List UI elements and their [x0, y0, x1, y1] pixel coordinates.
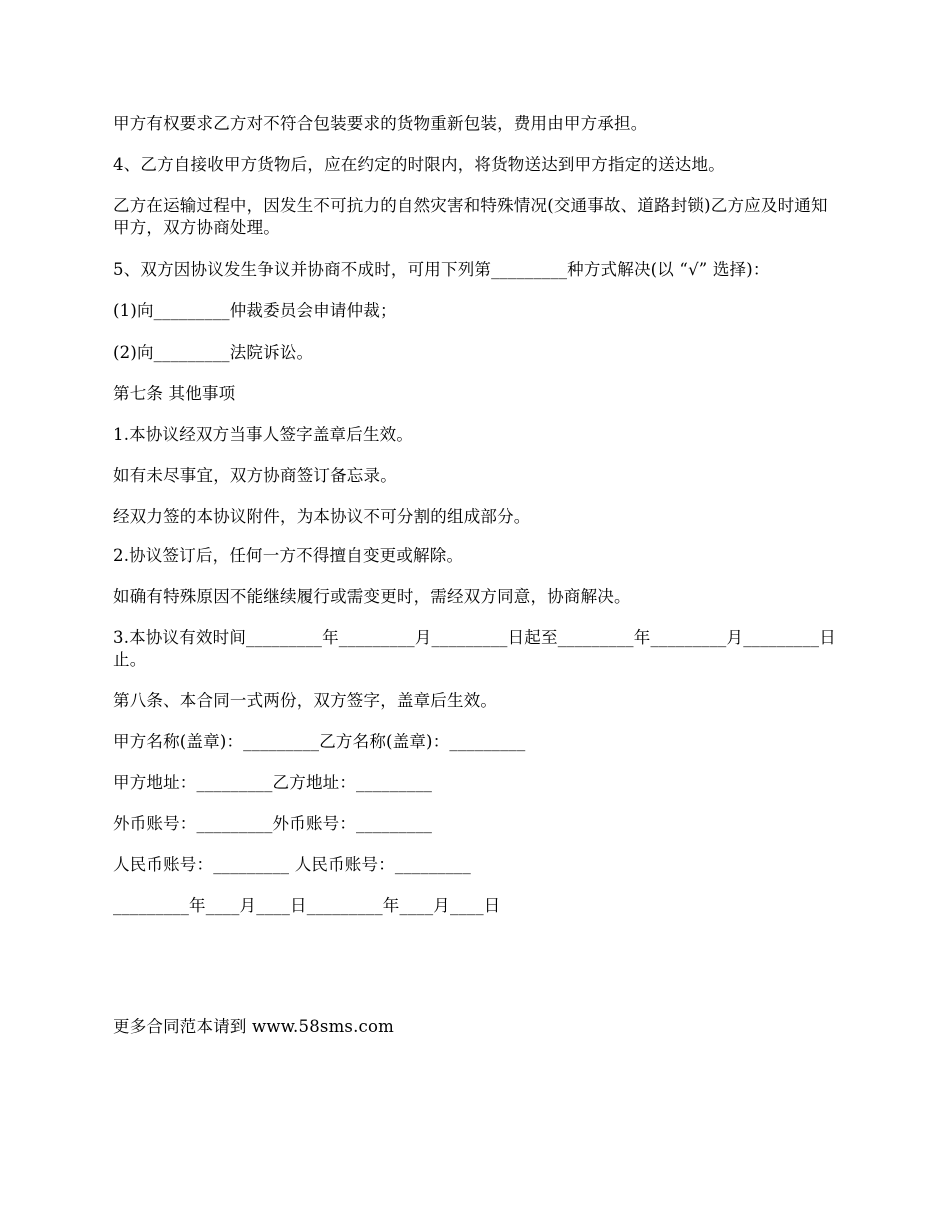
paragraph-arbitration: (1)向_________仲裁委员会申请仲裁； [113, 301, 397, 320]
paragraph-no-change: 2.协议签订后，任何一方不得擅自变更或解除。 [113, 546, 464, 565]
heading-article-7: 第七条 其他事项 [113, 384, 236, 403]
paragraph-packaging-rights: 甲方有权要求乙方对不符合包装要求的货物重新包装，费用由甲方承担。 [113, 114, 648, 133]
paragraph-annex: 经双力签的本协议附件，为本协议不可分割的组成部分。 [113, 507, 531, 526]
signature-party-addresses: 甲方地址：_________乙方地址：_________ [113, 773, 433, 792]
paragraph-effective: 1.本协议经双方当事人签字盖章后生效。 [113, 425, 414, 444]
paragraph-force-majeure: 乙方在运输过程中，因发生不可抗力的自然灾害和特殊情况(交通事故、道路封锁)乙方应及时通知甲方，双方协商处理。 [113, 196, 828, 237]
signature-rmb-accounts: 人民币账号：_________ 人民币账号：_________ [113, 855, 471, 874]
signature-party-names: 甲方名称(盖章)：_________乙方名称(盖章)：_________ [113, 732, 526, 751]
paragraph-memo: 如有未尽事宜，双方协商签订备忘录。 [113, 466, 397, 485]
paragraph-special-reasons: 如确有特殊原因不能继续履行或需变更时，需经双方同意，协商解决。 [113, 587, 631, 606]
signature-foreign-accounts: 外币账号：_________外币账号：_________ [113, 814, 433, 833]
signature-dates: _________年____月____日_________年____月____日 [113, 896, 501, 915]
paragraph-litigation: (2)向_________法院诉讼。 [113, 343, 314, 362]
footer-more-templates: 更多合同范本请到 www.58sms.com [113, 1017, 394, 1036]
heading-article-8: 第八条、本合同一式两份，双方签字，盖章后生效。 [113, 691, 498, 710]
paragraph-clause-5: 5、双方因协议发生争议并协商不成时，可用下列第_________种方式解决(以 “√” 选择)： [113, 260, 770, 279]
paragraph-clause-4: 4、乙方自接收甲方货物后，应在约定的时限内，将货物送达到甲方指定的送达地。 [113, 155, 725, 174]
paragraph-validity-period: 3.本协议有效时间_________年_________月_________日起至_________年_________月_________日止。 [113, 628, 836, 669]
